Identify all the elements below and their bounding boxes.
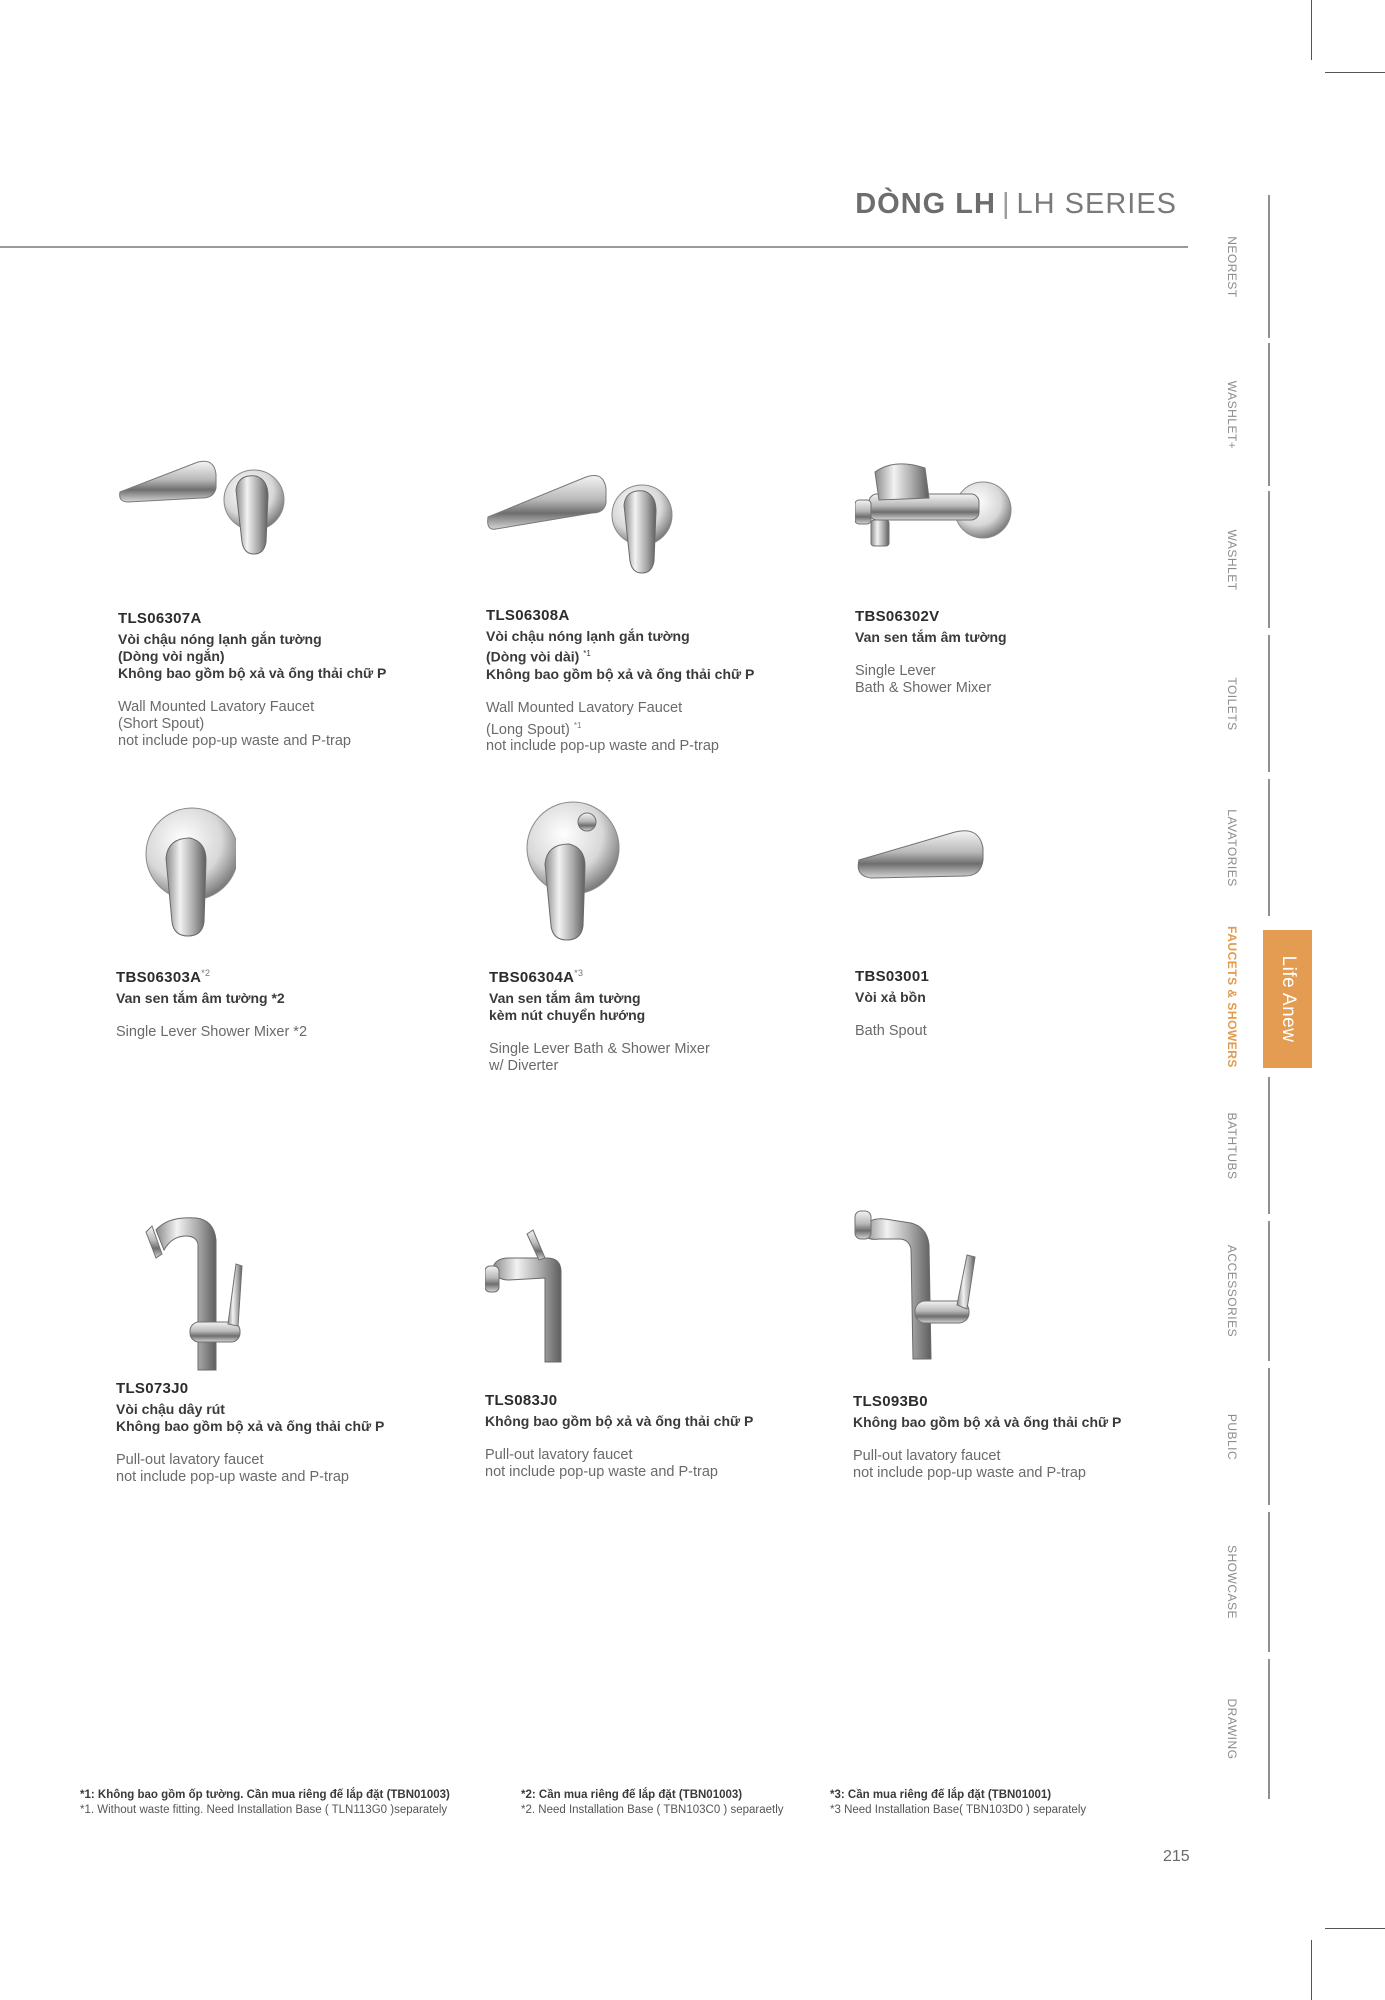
product-card (853, 1205, 1193, 1482)
tab-divider (1268, 1221, 1270, 1361)
footnote-vi: *1: Không bao gồm ốp tường. Cần mua riêng đế lắp đặt (TBN01003) (80, 1789, 450, 1801)
name-en-line: (Short Spout) (118, 716, 205, 732)
page-number: 215 (1163, 1848, 1190, 1865)
bath-spout-icon (855, 798, 995, 898)
product-name-en (855, 663, 1195, 697)
shower-mixer-icon (116, 798, 236, 948)
name-vi-line: Không bao gồm bộ xả và ống thải chữ P (116, 1418, 385, 1434)
product-name-en (486, 700, 826, 756)
tab-divider (1268, 1368, 1270, 1505)
bath-shower-mixer-icon (855, 438, 1025, 558)
product-card (116, 798, 456, 1041)
product-card (486, 437, 826, 755)
product-image (118, 440, 458, 610)
crop-mark (1311, 1940, 1312, 2000)
product-name-vi (855, 989, 1195, 1006)
tab-drawing[interactable] (1180, 1659, 1270, 1799)
name-en-line: Wall Mounted Lavatory Faucet (486, 699, 683, 716)
product-code (116, 968, 456, 986)
product-name-vi (116, 1401, 456, 1435)
tab-bathtubs[interactable] (1180, 1077, 1270, 1214)
name-vi-line: Không bao gồm bộ xả và ống thải chữ P (118, 665, 387, 681)
title-vi: DÒNG LH (855, 188, 996, 220)
tall-pullout-faucet-icon (116, 1210, 266, 1375)
product-name-vi (118, 631, 458, 682)
product-image (486, 437, 826, 607)
footnote-marker: *3 (574, 968, 584, 978)
title-separator: | (1001, 188, 1011, 220)
tab-divider (1268, 635, 1270, 772)
product-image (485, 1228, 825, 1392)
product-card (118, 440, 458, 750)
product-card (489, 798, 829, 1075)
footnote (830, 1788, 1086, 1818)
name-vi-line: Van sen tắm âm tường (489, 990, 641, 1006)
tab-label: WASHLET+ (1225, 380, 1239, 449)
product-name-vi (486, 628, 826, 683)
tab-divider (1268, 195, 1270, 338)
tab-divider (1268, 779, 1270, 916)
name-en-line: Single Lever Shower Mixer *2 (116, 1024, 308, 1040)
tab-neorest[interactable] (1180, 195, 1270, 338)
tab-divider (1268, 343, 1270, 486)
product-name-vi (116, 990, 456, 1007)
product-name-vi (853, 1414, 1193, 1431)
name-vi-line: Van sen tắm âm tường *2 (116, 990, 285, 1006)
tab-label: PUBLIC (1225, 1413, 1239, 1460)
product-code (489, 968, 829, 986)
product-image (853, 1205, 1193, 1393)
tab-divider (1268, 491, 1270, 628)
tab-label: NEOREST (1225, 235, 1239, 298)
tab-label: DRAWING (1225, 1698, 1239, 1760)
tab-label: WASHLET (1225, 528, 1239, 591)
product-code: TLS073J0 (116, 1380, 189, 1397)
tab-divider (1268, 1659, 1270, 1799)
name-vi-line: Vòi chậu nóng lạnh gắn tường (118, 631, 322, 647)
product-image (855, 798, 1195, 968)
wall-faucet-long-icon (486, 437, 686, 587)
brand-tab-label: Life Anew (1277, 955, 1299, 1043)
product-name-en (116, 1452, 456, 1486)
name-vi-line: Không bao gồm bộ xả và ống thải chữ P (486, 665, 755, 682)
tab-divider (1268, 1077, 1270, 1214)
wall-faucet-short-icon (118, 440, 298, 565)
name-en-line: Bath & Shower Mixer (855, 680, 992, 696)
footnote (521, 1788, 784, 1818)
footnote-marker: *1 (583, 649, 591, 658)
name-en-line: Bath Spout (855, 1023, 927, 1039)
product-card (855, 438, 1195, 697)
name-en-line: Single Lever (855, 663, 936, 679)
name-vi-line: kèm nút chuyển hướng (489, 1007, 646, 1023)
footnote-marker: *2 (201, 968, 211, 978)
product-code: TLS06308A (486, 607, 570, 624)
tab-label: TOILETS (1225, 676, 1239, 731)
name-vi-line: Vòi xả bồn (855, 989, 926, 1005)
footnote-en: *1. Without waste fitting. Need Installation Base ( TLN113G0 )separately (80, 1804, 448, 1816)
name-en-text: (Long Spout) (486, 721, 570, 738)
product-image (489, 798, 829, 968)
footnote-vi: *2: Cần mua riêng đế lắp đặt (TBN01003) (521, 1789, 743, 1801)
pullout-faucet-lever-icon (853, 1205, 993, 1365)
product-name-vi (855, 629, 1195, 646)
name-vi-text: (Dòng vòi dài) (486, 648, 580, 665)
name-vi-line: Van sen tắm âm tường (855, 629, 1007, 645)
name-en-line (486, 717, 826, 739)
name-en-line: Pull-out lavatory faucet (853, 1448, 1001, 1464)
tab-label: LAVATORIES (1225, 808, 1239, 887)
name-en-line: Single Lever Bath & Shower Mixer (489, 1041, 710, 1057)
tab-accessories[interactable] (1180, 1221, 1270, 1361)
name-en-line: Pull-out lavatory faucet (116, 1452, 264, 1468)
tab-label: SHOWCASE (1225, 1544, 1239, 1620)
name-en-line: not include pop-up waste and P-trap (853, 1465, 1086, 1481)
product-code-text: TBS06303A (116, 969, 202, 986)
name-en-line: not include pop-up waste and P-trap (118, 733, 351, 749)
product-code: TBS06302V (855, 608, 940, 625)
product-name-en (118, 699, 458, 750)
title-en: LH SERIES (1016, 188, 1177, 220)
tab-public[interactable] (1180, 1368, 1270, 1505)
product-image (116, 1210, 456, 1380)
name-en-line: Pull-out lavatory faucet (485, 1447, 633, 1463)
footnote-en: *2. Need Installation Base ( TBN103C0 ) separaetly (521, 1804, 784, 1816)
tab-label: ACCESSORIES (1225, 1244, 1239, 1338)
tab-label: BATHTUBS (1225, 1111, 1239, 1180)
product-code: TLS06307A (118, 610, 202, 627)
product-name-vi (485, 1413, 825, 1430)
name-en-line: w/ Diverter (489, 1058, 559, 1074)
product-name-vi (489, 990, 829, 1024)
product-name-en (855, 1023, 1195, 1040)
product-name-en (489, 1041, 829, 1075)
name-en-line: Wall Mounted Lavatory Faucet (118, 699, 315, 715)
tab-label: FAUCETS & SHOWERS (1225, 926, 1239, 1068)
footnote-vi: *3: Cần mua riêng đế lắp đặt (TBN01001) (830, 1789, 1052, 1801)
tab-divider (1268, 1512, 1270, 1652)
product-name-en (485, 1447, 825, 1481)
product-card (485, 1228, 825, 1481)
name-vi-line: (Dòng vòi ngắn) (118, 648, 225, 664)
name-vi-line: Vòi chậu nóng lạnh gắn tường (486, 628, 690, 644)
product-card (855, 798, 1195, 1040)
crop-mark (1325, 72, 1385, 73)
crop-mark (1325, 1928, 1385, 1929)
brand-tab (1263, 930, 1312, 1068)
footnote (80, 1788, 450, 1818)
name-en-line: not include pop-up waste and P-trap (116, 1469, 349, 1485)
name-vi-line: Không bao gồm bộ xả và ống thải chữ P (853, 1414, 1122, 1430)
crop-mark (1311, 0, 1312, 60)
name-en-line: not include pop-up waste and P-trap (486, 738, 719, 755)
product-name-en (116, 1024, 456, 1041)
footnote-en: *3 Need Installation Base( TBN103D0 ) separately (830, 1804, 1087, 1816)
product-code: TLS093B0 (853, 1393, 928, 1410)
product-code: TBS03001 (855, 968, 930, 985)
product-image (855, 438, 1195, 608)
name-vi-line: Không bao gồm bộ xả và ống thải chữ P (485, 1413, 754, 1429)
name-en-line: not include pop-up waste and P-trap (485, 1464, 718, 1480)
product-card (116, 1210, 456, 1486)
header-rule (0, 246, 1188, 248)
name-vi-line (486, 645, 826, 666)
page-title (855, 188, 1177, 221)
product-code: TLS083J0 (485, 1392, 558, 1409)
footnote-marker: *1 (573, 720, 582, 730)
shower-mixer-diverter-icon (489, 798, 629, 948)
product-name-en (853, 1448, 1193, 1482)
product-code-text: TBS06304A (489, 969, 575, 986)
pullout-faucet-icon (485, 1228, 595, 1368)
tab-showcase[interactable] (1180, 1512, 1270, 1652)
name-vi-line: Vòi chậu dây rút (116, 1401, 225, 1417)
product-image (116, 798, 456, 968)
